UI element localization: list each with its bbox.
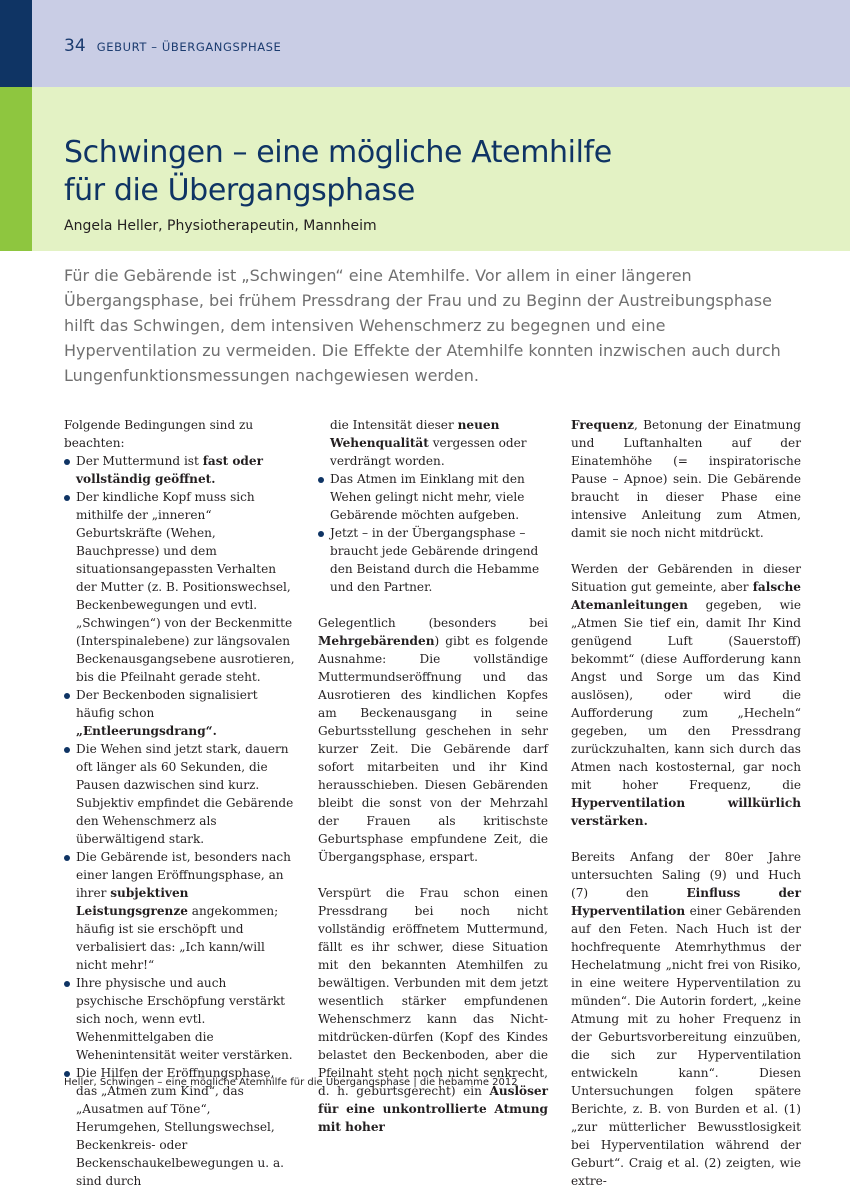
list-item: Die Gebärende ist, besonders nach einer langen Eröffnungsphase, an ihrer subjektiven Leistungsgrenze angekommen; häufig ist sie erschöpft und verbalisiert das: „Ich kann/will nicht mehr!“: [64, 848, 296, 974]
article-title: [64, 134, 824, 210]
body-paragraph: Bereits Anfang der 80er Jahre untersuchten Saling (9) und Huch (7) den Einfluss der Hyperventilation einer Gebärenden auf den Feten. Nach Huch ist der hochfrequente Atemrhythmus der Hechelatmung „nicht frei von Risiko, in eine weitere Hyperventilation zu münden“. Die Autorin fordert, „keine Atmung mit zu hoher Frequenz in der Geburtsvorbereitung einzuüben, die sich zur Hyperventilation entwickeln kann“. Diesen Untersuchungen folgen spätere Berichte, z. B. von Burden et al. (1) „zur mütterlicher Bewusstlosigkeit bei Hyperventilation während der Geburt“. Craig et al. (2) zeigten, wie extre-: [571, 850, 801, 1188]
conditions-intro: Folgende Bedingungen sind zu beachten:: [64, 418, 254, 450]
page-number: 34: [64, 36, 86, 56]
list-item: Jetzt – in der Übergangsphase – braucht jede Gebärende dringend den Beistand durch die Hebamme und den Partner.: [318, 524, 548, 596]
list-item: Die Wehen sind jetzt stark, dauern oft länger als 60 Sekunden, die Pausen dazwischen sind kurz. Subjektiv empfindet die Gebärende den Wehenschmerz als überwältigend stark.: [64, 740, 296, 848]
list-item: Die Hilfen der Eröffnungsphase, das „Atmen zum Kind“, das „Ausatmen auf Töne“, Herumgehen, Stellungswechsel, Beckenkreis- oder Beckenschaukelbewegungen u. a. sind durch: [64, 1064, 296, 1190]
text-column-2: [318, 416, 548, 1136]
list-item: Der Muttermund ist fast oder vollständig geöffnet.: [64, 452, 296, 488]
body-paragraph: Frequenz, Betonung der Einatmung und Luftanhalten auf der Einatemhöhe (= inspiratorische Pause – Apnoe) sein. Die Gebärende braucht in dieser Phase eine intensive Anleitung zum Atmen, damit sie noch nicht mitdrückt.: [571, 418, 801, 540]
page-footer: Heller, Schwingen – eine mögliche Atemhilfe für die Übergangsphase | die hebamme 2012: [64, 1077, 518, 1088]
title-line-1: Schwingen – eine mögliche Atemhilfe: [64, 135, 612, 170]
header-accent-strip: [0, 0, 32, 87]
article-author: Angela Heller, Physiotherapeutin, Mannheim: [64, 218, 377, 234]
list-item: Ihre physische und auch psychische Erschöpfung verstärkt sich noch, wenn evtl. Wehenmittelgaben die Wehenintensität weiter verstärken.: [64, 974, 296, 1064]
text-column-3: [571, 416, 801, 1190]
conditions-list-continued: [318, 470, 548, 596]
body-paragraph: Verspürt die Frau schon einen Pressdrang bei noch nicht vollständig eröffnetem Muttermund, fällt es ihr schwer, diese Situation mit den bekannten Atemhilfen zu bewältigen. Verbunden mit dem jetzt wesentlich stärker empfundenen Wehenschmerz kann das Nicht-mitdrücken-dürfen (Kopf des Kindes belastet den Beckenboden, aber die Pfeilnaht steht noch nicht senkrecht, d. h. geburtsgerecht) ein Auslöser für eine unkontrollierte Atmung mit hoher: [318, 886, 548, 1134]
section-label: GEBURT – ÜBERGANGSPHASE: [96, 40, 282, 54]
list-item: Das Atmen im Einklang mit den Wehen gelingt nicht mehr, viele Gebärende möchten aufgeben.: [318, 470, 548, 524]
lead-paragraph: Für die Gebärende ist „Schwingen“ eine Atemhilfe. Vor allem in einer längeren Übergangsphase, bei frühem Pressdrang der Frau und zu Beginn der Austreibungsphase hilft das Schwingen, dem intensiven Wehenschmerz zu begegnen und eine Hyperventilation zu vermeiden. Die Effekte der Atemhilfe konnten inzwischen auch durch Lungenfunktionsmessungen nachgewiesen werden.: [64, 266, 781, 385]
body-paragraph: Gelegentlich (besonders bei Mehrgebärenden) gibt es folgende Ausnahme: Die vollständige Muttermundseröffnung und das Ausrotieren des kindlichen Kopfes am Beckenausgang in seine Geburtsstellung geschehen in sehr kurzer Zeit. Die Gebärende darf sofort mitarbeiten und ihr Kind herausschieben. Diesen Gebärenden bleibt die sonst von der Mehrzahl der Frauen als kritischste Geburtsphase empfundene Zeit, die Übergangsphase, erspart.: [318, 616, 548, 864]
list-item: Der Beckenboden signalisiert häufig schon „Entleerungsdrang“.: [64, 686, 296, 740]
title-accent-strip: [0, 87, 32, 251]
list-item: Der kindliche Kopf muss sich mithilfe der „inneren“ Geburtskräfte (Wehen, Bauchpresse) und dem situationsangepassten Verhalten der Mutter (z. B. Positionswechsel, Beckenbewegungen und evtl. „Schwingen“) von der Beckenmitte (Interspinalebene) zur längsovalen Beckenausgangsebene ausrotieren, bis die Pfeilnaht gerade steht.: [64, 488, 296, 686]
title-line-2: für die Übergangsphase: [64, 173, 415, 208]
list-continuation: die Intensität dieser neuen Wehenqualität vergessen oder verdrängt worden.: [330, 418, 527, 468]
running-header: [64, 36, 281, 56]
text-column-1: [64, 416, 296, 1190]
body-paragraph: Werden der Gebärenden in dieser Situation gut gemeinte, aber falsche Atemanleitungen gegeben, wie „Atmen Sie tief ein, damit Ihr Kind genügend Luft (Sauerstoff) bekommt“ (diese Aufforderung kann Angst und Sorge um das Kind auslösen), oder wird die Aufforderung zum „Hecheln“ gegeben, um den Pressdrang zurückzuhalten, kann sich durch das Atmen nach kostosternal, gar noch mit hoher Frequenz, die Hyperventilation willkürlich verstärken.: [571, 562, 801, 828]
